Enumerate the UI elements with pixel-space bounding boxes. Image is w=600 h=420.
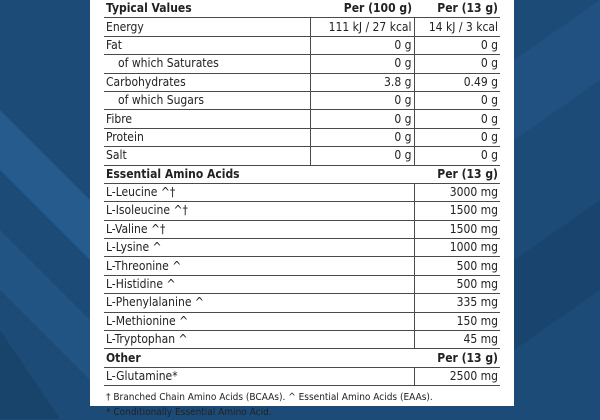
amino-row bbox=[104, 220, 500, 238]
amino-value: 500 mg bbox=[414, 275, 500, 293]
footnote-bcaa: † Branched Chain Amino Acids (BCAAs). ^ Essential Amino Acids (EAAs). bbox=[106, 392, 433, 404]
amino-row bbox=[104, 294, 500, 312]
amino-blank bbox=[310, 257, 414, 275]
amino-name: L-Tryptophan ^ bbox=[104, 331, 310, 349]
other-row bbox=[104, 367, 500, 385]
amino-blank bbox=[310, 220, 414, 238]
header-typical-values: Typical Values bbox=[104, 0, 310, 18]
amino-value: 335 mg bbox=[414, 294, 500, 312]
footnote-conditional: * Conditionally Essential Amino Acid. bbox=[106, 407, 272, 419]
other-heading: Other bbox=[104, 349, 310, 367]
nutrition-row bbox=[104, 36, 500, 54]
amino-row bbox=[104, 312, 500, 330]
other-value: 2500 mg bbox=[414, 367, 500, 385]
nutrient-per-13g: 0 g bbox=[414, 110, 500, 128]
amino-value: 500 mg bbox=[414, 257, 500, 275]
nutrient-name: Carbohydrates bbox=[104, 73, 310, 91]
amino-row bbox=[104, 239, 500, 257]
nutrient-per-13g: 0.49 g bbox=[414, 73, 500, 91]
nutrient-name: of which Sugars bbox=[104, 91, 310, 109]
amino-row bbox=[104, 257, 500, 275]
amino-name: L-Lysine ^ bbox=[104, 239, 310, 257]
nutrition-row bbox=[104, 55, 500, 73]
footnotes bbox=[104, 390, 500, 420]
amino-name: L-Histidine ^ bbox=[104, 275, 310, 293]
amino-blank bbox=[310, 294, 414, 312]
amino-row bbox=[104, 275, 500, 293]
amino-blank bbox=[310, 202, 414, 220]
amino-row bbox=[104, 202, 500, 220]
nutrition-table bbox=[104, 0, 500, 386]
amino-header-row bbox=[104, 165, 500, 183]
other-blank bbox=[310, 367, 414, 385]
nutrient-per-13g: 14 kJ / 3 kcal bbox=[414, 18, 500, 36]
table-header-row bbox=[104, 0, 500, 18]
other-header-row bbox=[104, 349, 500, 367]
amino-blank bbox=[310, 183, 414, 201]
header-per-13g: Per (13 g) bbox=[414, 0, 500, 18]
nutrient-per-100g: 0 g bbox=[310, 55, 414, 73]
amino-name: L-Methionine ^ bbox=[104, 312, 310, 330]
amino-value: 1500 mg bbox=[414, 220, 500, 238]
nutrient-name: Protein bbox=[104, 128, 310, 146]
nutrient-per-13g: 0 g bbox=[414, 128, 500, 146]
nutrient-per-13g: 0 g bbox=[414, 147, 500, 165]
amino-name: L-Isoleucine ^† bbox=[104, 202, 310, 220]
amino-name: L-Threonine ^ bbox=[104, 257, 310, 275]
amino-name: L-Valine ^† bbox=[104, 220, 310, 238]
nutrient-per-100g: 0 g bbox=[310, 128, 414, 146]
amino-value: 150 mg bbox=[414, 312, 500, 330]
amino-row bbox=[104, 331, 500, 349]
nutrition-row bbox=[104, 128, 500, 146]
nutrition-panel bbox=[90, 0, 514, 419]
amino-blank bbox=[310, 239, 414, 257]
amino-value: 45 mg bbox=[414, 331, 500, 349]
amino-name: L-Phenylalanine ^ bbox=[104, 294, 310, 312]
amino-header-per-13g: Per (13 g) bbox=[414, 165, 500, 183]
amino-blank bbox=[310, 331, 414, 349]
amino-value: 1500 mg bbox=[414, 202, 500, 220]
nutrition-row bbox=[104, 147, 500, 165]
nutrient-per-100g: 0 g bbox=[310, 91, 414, 109]
nutrient-per-100g: 0 g bbox=[310, 147, 414, 165]
nutrition-row bbox=[104, 18, 500, 36]
amino-acids-heading: Essential Amino Acids bbox=[104, 165, 310, 183]
nutrient-per-13g: 0 g bbox=[414, 55, 500, 73]
nutrient-name: Salt bbox=[104, 147, 310, 165]
nutrient-name: Fat bbox=[104, 36, 310, 54]
amino-name: L-Leucine ^† bbox=[104, 183, 310, 201]
nutrient-per-100g: 0 g bbox=[310, 36, 414, 54]
nutrient-per-13g: 0 g bbox=[414, 91, 500, 109]
nutrient-name: Energy bbox=[104, 18, 310, 36]
nutrition-row bbox=[104, 91, 500, 109]
amino-row bbox=[104, 183, 500, 201]
amino-blank bbox=[310, 275, 414, 293]
nutrient-per-100g: 3.8 g bbox=[310, 73, 414, 91]
nutrient-per-100g: 111 kJ / 27 kcal bbox=[310, 18, 414, 36]
amino-value: 3000 mg bbox=[414, 183, 500, 201]
other-name: L-Glutamine* bbox=[104, 367, 310, 385]
other-header-blank bbox=[310, 349, 414, 367]
other-header-per-13g: Per (13 g) bbox=[414, 349, 500, 367]
nutrition-row bbox=[104, 110, 500, 128]
nutrient-per-100g: 0 g bbox=[310, 110, 414, 128]
nutrient-name: Fibre bbox=[104, 110, 310, 128]
nutrient-name: of which Saturates bbox=[104, 55, 310, 73]
nutrient-per-13g: 0 g bbox=[414, 36, 500, 54]
amino-blank bbox=[310, 312, 414, 330]
amino-value: 1000 mg bbox=[414, 239, 500, 257]
header-per-100g: Per (100 g) bbox=[310, 0, 414, 18]
nutrition-row bbox=[104, 73, 500, 91]
amino-header-blank bbox=[310, 165, 414, 183]
